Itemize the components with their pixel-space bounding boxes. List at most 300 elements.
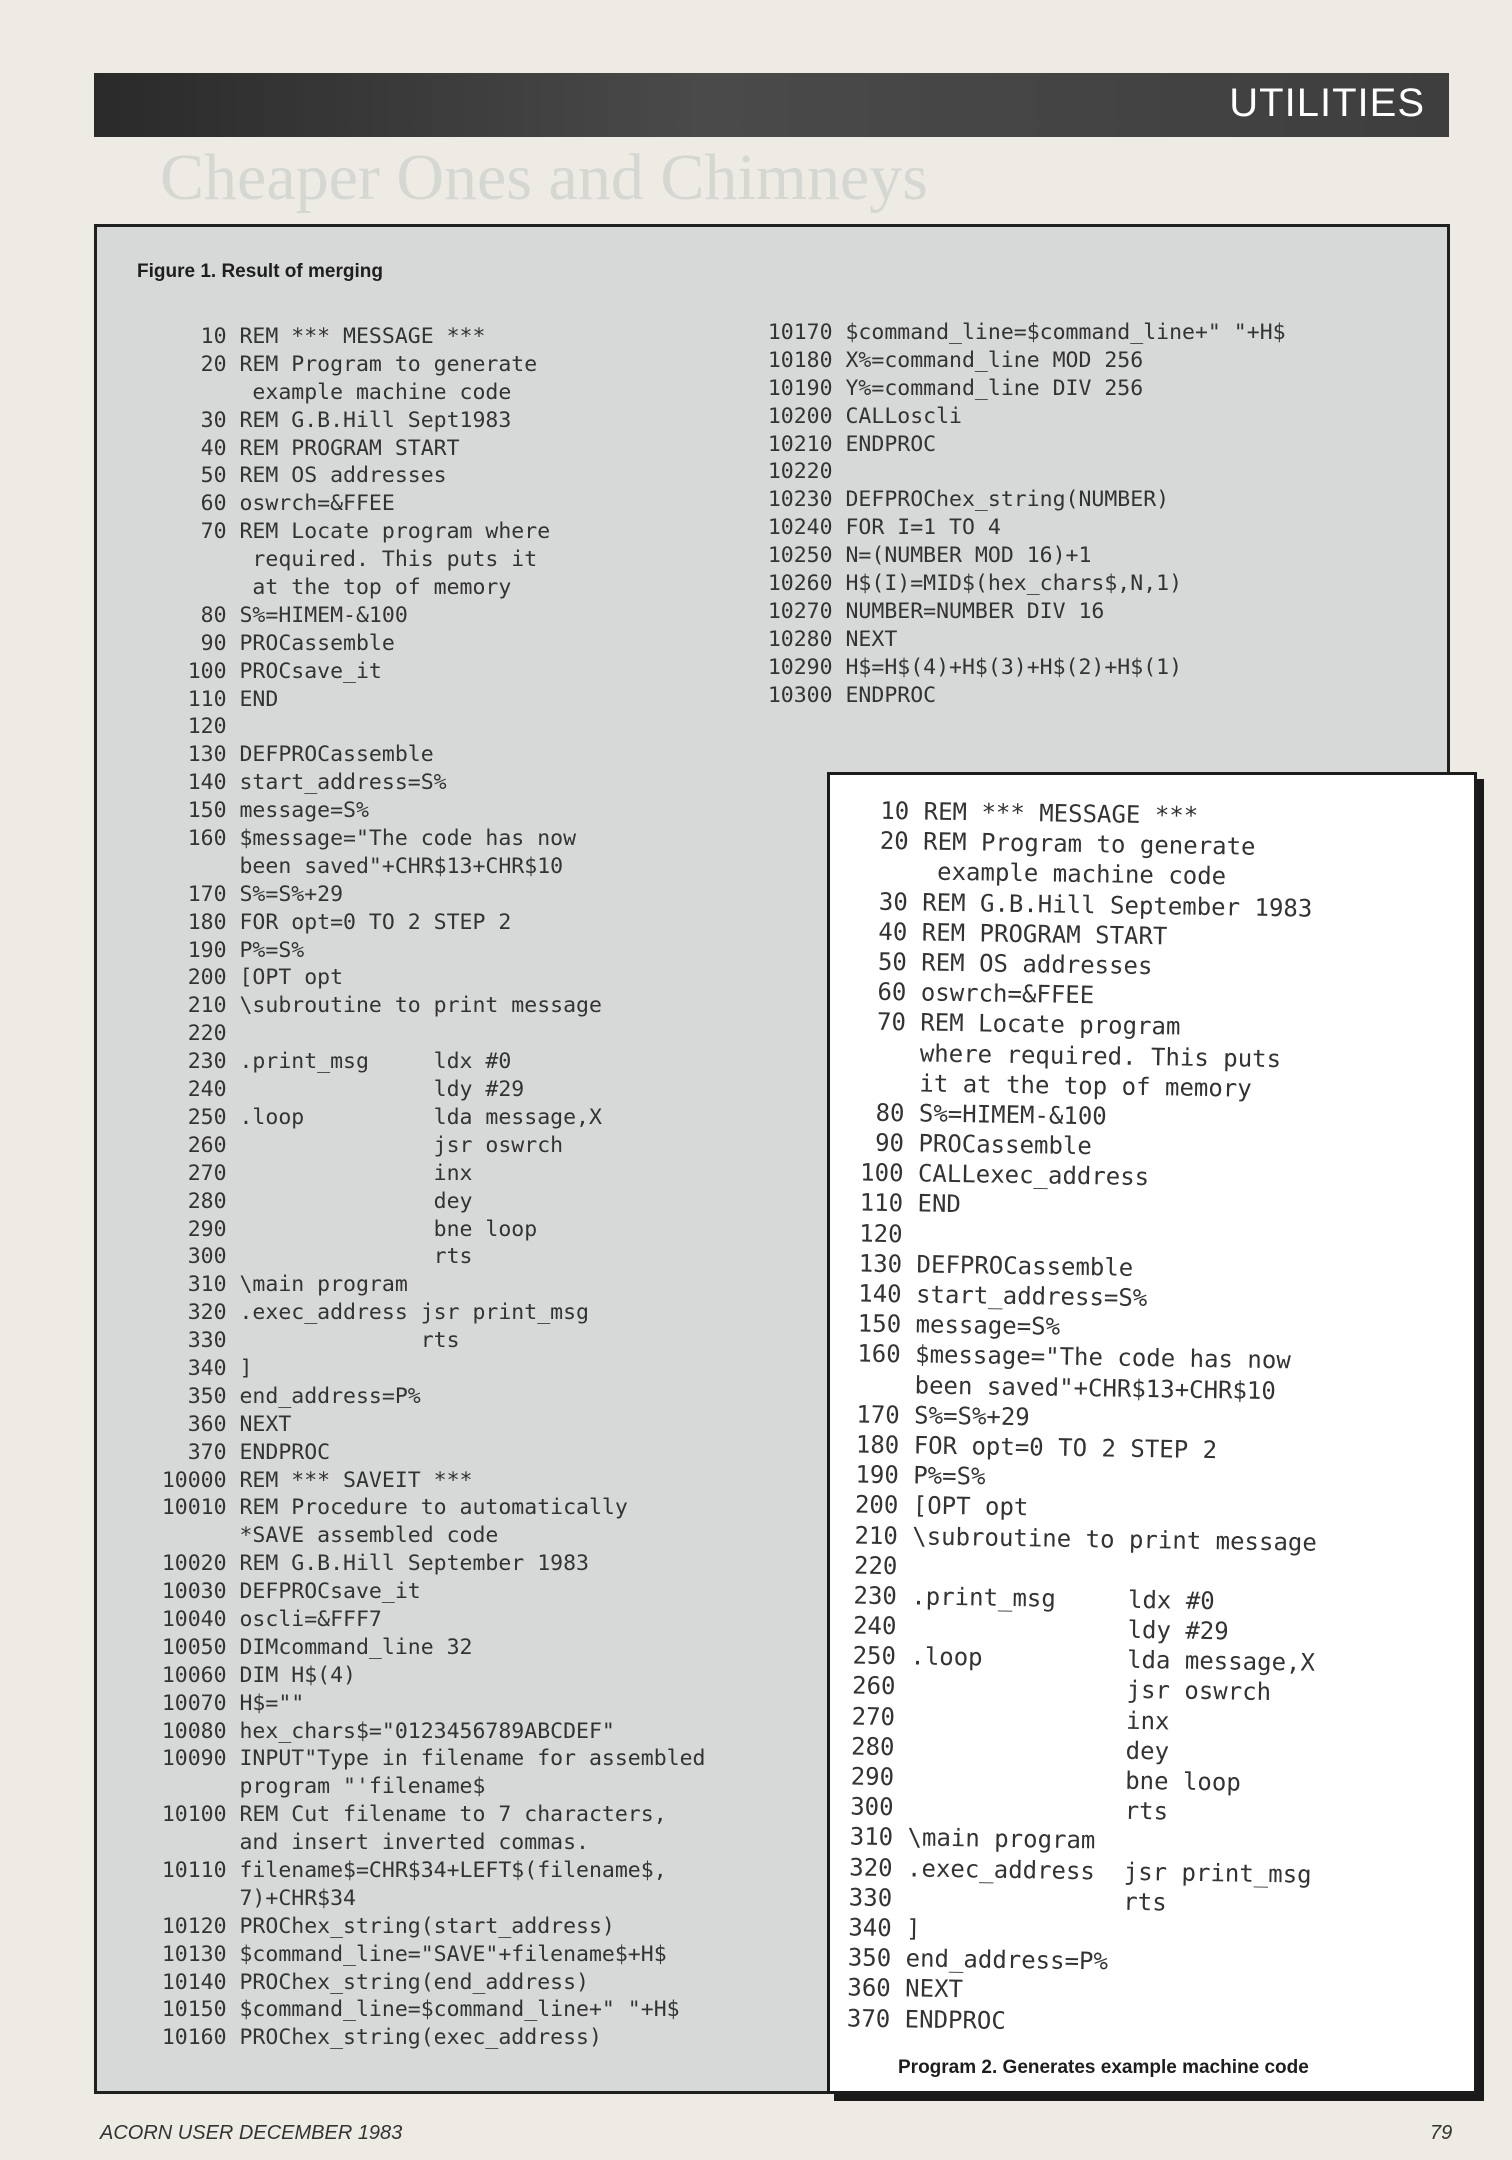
code-text: end_address=P% (239, 1383, 421, 1409)
line-number: 350 (187, 1383, 227, 1409)
code-text: REM G.B.Hill Sept1983 (239, 407, 512, 433)
line-number: 240 (852, 1611, 897, 1641)
line-number: 330 (848, 1883, 893, 1912)
code-line (123, 769, 705, 797)
code-text: CALLoscli (845, 403, 962, 429)
code-line (123, 1745, 705, 1773)
code-text: PROChex_string(exec_address) (239, 2025, 602, 2051)
line-number: 10290 (767, 654, 833, 680)
code-text: 7)+CHR$34 (239, 1885, 356, 1911)
line-number: 10 (880, 796, 910, 826)
line-number: 170 (856, 1400, 900, 1429)
code-text: it at the top of memory (919, 1069, 1252, 1103)
code-line (123, 630, 705, 658)
code-text: been saved"+CHR$13+CHR$10 (239, 853, 564, 879)
line-number: 10200 (767, 403, 833, 429)
line-number: 340 (187, 1355, 227, 1381)
code-text: where required. This puts (919, 1038, 1282, 1073)
show-through-banner: Cheaper Ones and Chimneys (160, 141, 928, 214)
line-number: 210 (854, 1520, 899, 1550)
code-line (123, 2024, 705, 2052)
code-line (123, 1327, 705, 1355)
code-text: rts (239, 1328, 460, 1354)
line-number: 10040 (161, 1606, 227, 1632)
line-number: 30 (878, 887, 909, 916)
code-text: *SAVE assembled code (239, 1523, 499, 1549)
page-number: 79 (1430, 2122, 1453, 2144)
line-number: 190 (187, 937, 227, 963)
line-number: 110 (187, 686, 227, 712)
code-text (902, 1220, 917, 1248)
code-text: oscli=&FFF7 (239, 1606, 382, 1632)
program-2-listing (811, 795, 1329, 2040)
code-text: .loop lda message,X (910, 1642, 1316, 1677)
code-line (123, 1160, 705, 1188)
code-line (123, 1188, 705, 1216)
code-text: bne loop (239, 1216, 538, 1242)
code-text: dey (239, 1188, 473, 1214)
line-number: 10120 (161, 1913, 227, 1939)
code-line (729, 486, 1286, 514)
publication-footer: ACORN USER DECEMBER 1983 (100, 2122, 403, 2144)
code-text: END (917, 1189, 962, 1219)
code-text: message=S% (915, 1310, 1061, 1341)
line-number: 10280 (767, 626, 833, 652)
line-number: 10110 (161, 1857, 227, 1883)
line-number: 40 (200, 435, 227, 461)
line-number: 230 (853, 1581, 898, 1611)
line-number: 10240 (767, 515, 833, 541)
code-line (123, 1299, 705, 1327)
code-text: program "'filename$ (239, 1774, 486, 1800)
code-text: REM *** MESSAGE *** (239, 324, 486, 349)
code-text: [OPT opt (239, 965, 344, 991)
code-line (123, 1662, 705, 1690)
code-text: and insert inverted commas. (239, 1830, 589, 1856)
code-text: NEXT (239, 1411, 292, 1437)
code-line (123, 1941, 705, 1969)
code-text: NUMBER=NUMBER DIV 16 (845, 598, 1105, 624)
code-line (123, 1718, 705, 1746)
line-number: 200 (854, 1490, 899, 1520)
line-number: 280 (850, 1732, 895, 1761)
code-line (729, 431, 1286, 459)
code-text: PROChex_string(start_address) (239, 1913, 615, 1939)
code-text: PROCassemble (239, 630, 395, 656)
code-text: .loop lda message,X (239, 1104, 602, 1130)
line-number: 10160 (161, 2025, 227, 2051)
code-line (123, 1634, 705, 1662)
code-line (123, 1048, 705, 1076)
code-line (123, 407, 705, 435)
code-text: NEXT (904, 1974, 964, 2004)
code-line (123, 602, 705, 630)
code-line (729, 319, 1286, 347)
code-text: FOR opt=0 TO 2 STEP 2 (239, 909, 512, 935)
code-listing-right (729, 319, 1286, 709)
code-text: rts (906, 1884, 1167, 1917)
line-number: 100 (187, 658, 227, 684)
line-number: 10300 (767, 682, 833, 708)
line-number: 60 (877, 977, 907, 1007)
code-text: H$(I)=MID$(hex_chars$,N,1) (845, 571, 1183, 597)
code-text: REM OS addresses (239, 463, 447, 489)
line-number: 70 (200, 519, 227, 545)
code-text: DIMcommand_line 32 (239, 1634, 473, 1660)
code-line (123, 1494, 705, 1522)
code-line (123, 1829, 705, 1857)
code-text: ] (239, 1355, 253, 1381)
line-number: 80 (875, 1098, 905, 1128)
code-text: dey (908, 1733, 1170, 1766)
code-text: hex_chars$="0123456789ABCDEF" (239, 1718, 615, 1744)
code-text: ENDPROC (845, 682, 937, 708)
code-text: REM G.B.Hill September 1983 (239, 1551, 589, 1577)
code-line (123, 1522, 705, 1550)
code-text: REM *** MESSAGE *** (923, 797, 1199, 830)
code-line (123, 713, 705, 741)
code-line (123, 1355, 705, 1383)
line-number: 10170 (767, 320, 833, 345)
line-number: 300 (187, 1244, 227, 1270)
line-number: 250 (187, 1104, 227, 1130)
line-number: 360 (847, 1973, 891, 2003)
code-text: P%=S% (913, 1461, 986, 1491)
line-number: 10180 (767, 347, 833, 373)
code-line (123, 1913, 705, 1941)
code-text (227, 714, 240, 739)
code-line (123, 1690, 705, 1718)
line-number: 360 (187, 1411, 227, 1437)
code-line (123, 825, 705, 853)
code-line (123, 1076, 705, 1104)
line-number: 290 (187, 1216, 227, 1242)
code-text: been saved"+CHR$13+CHR$10 (914, 1370, 1277, 1405)
code-text: rts (239, 1244, 473, 1270)
program-2-panel (827, 772, 1477, 2094)
code-line (123, 909, 705, 937)
line-number: 280 (187, 1188, 227, 1214)
line-number: 20 (879, 826, 909, 856)
code-text: REM Procedure to automatically (239, 1495, 628, 1521)
line-number: 310 (187, 1272, 227, 1298)
line-number: 240 (187, 1077, 227, 1103)
code-text: end_address=P% (905, 1944, 1109, 1976)
code-text: N=(NUMBER MOD 16)+1 (845, 543, 1092, 569)
line-number: 270 (851, 1702, 896, 1731)
code-text (227, 1021, 240, 1046)
line-number: 250 (852, 1641, 897, 1671)
code-line (123, 1885, 705, 1913)
line-number: 10260 (767, 571, 833, 597)
code-text: start_address=S% (915, 1280, 1148, 1313)
line-number: 320 (849, 1852, 893, 1882)
code-line (123, 1243, 705, 1271)
code-text: H$=H$(4)+H$(3)+H$(2)+H$(1) (845, 654, 1183, 680)
code-text: at the top of memory (239, 575, 512, 601)
line-number: 370 (187, 1439, 227, 1465)
code-text: filename$=CHR$34+LEFT$(filename$, (239, 1857, 667, 1883)
code-line (123, 686, 705, 714)
code-text: .exec_address jsr print_msg (906, 1853, 1312, 1889)
line-number: 290 (850, 1762, 895, 1792)
line-number: 160 (187, 826, 227, 852)
code-line (123, 1801, 705, 1829)
code-text: ENDPROC (239, 1439, 331, 1465)
code-text: [OPT opt (912, 1491, 1029, 1522)
code-line (123, 1969, 705, 1997)
code-line (123, 1104, 705, 1132)
code-text: DEFPROChex_string(NUMBER) (845, 487, 1170, 513)
code-line (123, 1439, 705, 1467)
line-number: 180 (855, 1430, 900, 1460)
line-number (821, 1391, 900, 1392)
code-text: S%=S%+29 (913, 1401, 1030, 1431)
code-text: .print_msg ldx #0 (911, 1582, 1215, 1616)
code-line (123, 658, 705, 686)
code-line (123, 1996, 705, 2024)
code-text: .print_msg ldx #0 (239, 1049, 512, 1075)
code-line (123, 853, 705, 881)
code-line (123, 1216, 705, 1244)
line-number: 90 (874, 1128, 905, 1158)
code-line (123, 351, 705, 379)
line-number: 220 (187, 1021, 227, 1047)
section-title: UTILITIES (1229, 81, 1425, 125)
code-text: $command_line=$command_line+" "+H$ (845, 320, 1286, 345)
code-text: DIM H$(4) (239, 1662, 356, 1688)
code-line (123, 937, 705, 965)
code-text: required. This puts it (239, 547, 538, 573)
code-line (123, 992, 705, 1020)
line-number: 10060 (161, 1662, 227, 1688)
code-line (123, 574, 705, 602)
line-number: 160 (857, 1339, 901, 1369)
code-text: DEFPROCsave_it (239, 1579, 421, 1605)
code-text: rts (907, 1793, 1169, 1826)
figure-caption: Figure 1. Result of merging (137, 261, 383, 282)
code-text: .exec_address jsr print_msg (239, 1300, 589, 1326)
code-line (729, 375, 1286, 403)
line-number: 10010 (161, 1495, 227, 1521)
code-text: jsr oswrch (239, 1132, 564, 1158)
line-number: 10080 (161, 1718, 227, 1744)
line-number: 320 (187, 1300, 227, 1326)
line-number: 230 (187, 1049, 227, 1075)
code-line (729, 682, 1286, 710)
code-text: bne loop (908, 1763, 1242, 1797)
line-number: 10100 (161, 1802, 227, 1828)
line-number: 260 (851, 1671, 896, 1701)
code-text: ldy #29 (910, 1612, 1229, 1646)
line-number: 180 (187, 909, 227, 935)
line-number: 120 (187, 714, 227, 740)
code-text: S%=HIMEM-&100 (918, 1099, 1107, 1131)
line-number: 10 (200, 324, 227, 349)
line-number: 10250 (767, 543, 833, 569)
code-text: Y%=command_line DIV 256 (845, 375, 1144, 401)
code-text: END (239, 686, 279, 712)
code-text: inx (239, 1160, 473, 1186)
code-line (123, 1020, 705, 1048)
line-number: 10150 (161, 1997, 227, 2023)
code-text: REM Locate program where (239, 519, 551, 545)
line-number: 150 (187, 798, 227, 824)
line-number: 110 (859, 1188, 904, 1218)
code-line (123, 490, 705, 518)
code-text: DEFPROCassemble (239, 742, 434, 768)
code-line (729, 654, 1286, 682)
code-line (123, 435, 705, 463)
code-text: REM PROGRAM START (239, 435, 460, 461)
code-text: FOR I=1 TO 4 (845, 515, 1001, 541)
code-line (123, 741, 705, 769)
line-number: 130 (858, 1249, 903, 1279)
code-text: $message="The code has now (914, 1340, 1291, 1375)
line-number: 10020 (161, 1551, 227, 1577)
code-text: X%=command_line MOD 256 (845, 347, 1144, 373)
code-text: REM G.B.Hill September 1983 (922, 888, 1313, 923)
code-text: $message="The code has now (239, 826, 577, 852)
code-listing-left (123, 323, 705, 2052)
line-number: 50 (200, 463, 227, 489)
code-text (897, 1552, 912, 1580)
code-text: ldy #29 (239, 1077, 525, 1103)
code-text: REM OS addresses (921, 948, 1153, 981)
line-number: 330 (187, 1328, 227, 1354)
line-number: 20 (200, 351, 227, 377)
code-line (123, 1550, 705, 1578)
line-number: 80 (200, 602, 227, 628)
line-number: 120 (859, 1219, 903, 1248)
line-number: 10190 (767, 375, 833, 401)
line-number: 50 (877, 947, 908, 977)
line-number: 10090 (161, 1746, 227, 1772)
line-number: 10030 (161, 1579, 227, 1605)
code-text: REM *** SAVEIT *** (239, 1467, 473, 1493)
line-number (829, 878, 908, 879)
code-line (123, 1857, 705, 1885)
line-number: 260 (187, 1132, 227, 1158)
code-text: PROCassemble (918, 1129, 1093, 1161)
line-number: 10270 (767, 598, 833, 624)
line-number: 100 (859, 1158, 904, 1188)
section-header-bar (94, 73, 1449, 137)
line-number: 140 (187, 770, 227, 796)
code-text: FOR opt=0 TO 2 STEP 2 (913, 1431, 1218, 1465)
line-number: 10070 (161, 1690, 227, 1716)
code-text: H$="" (239, 1690, 305, 1716)
code-line (729, 626, 1286, 654)
line-number: 190 (855, 1460, 900, 1490)
line-number: 150 (857, 1309, 902, 1339)
line-number: 270 (187, 1160, 227, 1186)
code-text: $command_line=$command_line+" "+H$ (239, 1997, 680, 2023)
code-text: \subroutine to print message (912, 1521, 1318, 1557)
line-number: 60 (200, 491, 227, 517)
code-line (729, 570, 1286, 598)
code-text: jsr oswrch (909, 1672, 1272, 1707)
code-line (729, 514, 1286, 542)
line-number: 30 (200, 407, 227, 433)
code-line (123, 1578, 705, 1606)
code-line (123, 518, 705, 546)
code-text: example machine code (239, 379, 512, 405)
code-line (729, 347, 1286, 375)
code-line (123, 323, 705, 351)
line-number: 10210 (767, 431, 833, 457)
code-text: REM Program to generate (922, 827, 1256, 861)
code-line (123, 964, 705, 992)
line-number: 140 (858, 1279, 902, 1309)
code-text: CALLexec_address (917, 1159, 1150, 1192)
code-text: oswrch=&FFEE (920, 978, 1095, 1010)
code-text: message=S% (239, 798, 369, 824)
line-number: 130 (187, 742, 227, 768)
code-text: oswrch=&FFEE (239, 491, 395, 517)
code-line (729, 598, 1286, 626)
line-number: 10140 (161, 1969, 227, 1995)
line-number (825, 1090, 904, 1091)
code-text: PROCsave_it (239, 658, 382, 684)
code-line (123, 379, 705, 407)
code-line (123, 1132, 705, 1160)
code-line (729, 542, 1286, 570)
code-line (123, 1383, 705, 1411)
code-text: ENDPROC (904, 2004, 1007, 2035)
line-number: 310 (849, 1822, 894, 1852)
code-text: REM Program to generate (239, 351, 538, 377)
code-line (123, 1271, 705, 1299)
code-line (123, 462, 705, 490)
code-text: example machine code (922, 857, 1227, 891)
code-text: REM Cut filename to 7 characters, (239, 1802, 667, 1828)
code-text: INPUT"Type in filename for assembled (239, 1746, 706, 1772)
code-text: ] (905, 1914, 921, 1943)
program-caption: Program 2. Generates example machine code (898, 2057, 1309, 2078)
line-number: 370 (846, 2003, 891, 2033)
code-line (123, 1411, 705, 1439)
line-number: 70 (876, 1008, 907, 1037)
code-line (123, 546, 705, 574)
code-line (729, 458, 1286, 486)
line-number (826, 1059, 905, 1060)
line-number: 10220 (767, 459, 833, 485)
code-text: \main program (907, 1823, 1096, 1855)
code-line (123, 797, 705, 825)
code-text: start_address=S% (239, 770, 447, 796)
line-number: 10130 (161, 1941, 227, 1967)
line-number: 10230 (767, 487, 833, 513)
code-text: NEXT (845, 626, 898, 652)
code-text: REM Locate program (920, 1008, 1181, 1041)
code-text (833, 459, 846, 484)
code-text: PROChex_string(end_address) (239, 1969, 589, 1995)
code-text: ENDPROC (845, 431, 937, 457)
code-text: S%=HIMEM-&100 (239, 602, 408, 628)
line-number: 340 (848, 1913, 892, 1943)
code-text: S%=S%+29 (239, 881, 344, 907)
line-number: 10000 (161, 1467, 227, 1493)
code-line (811, 2002, 1310, 2040)
code-line (123, 1606, 705, 1634)
code-text: DEFPROCassemble (916, 1250, 1134, 1282)
line-number: 220 (853, 1551, 898, 1580)
code-text: \subroutine to print message (239, 993, 602, 1019)
line-number: 10050 (161, 1634, 227, 1660)
line-number: 300 (850, 1792, 894, 1822)
line-number: 90 (200, 630, 227, 656)
